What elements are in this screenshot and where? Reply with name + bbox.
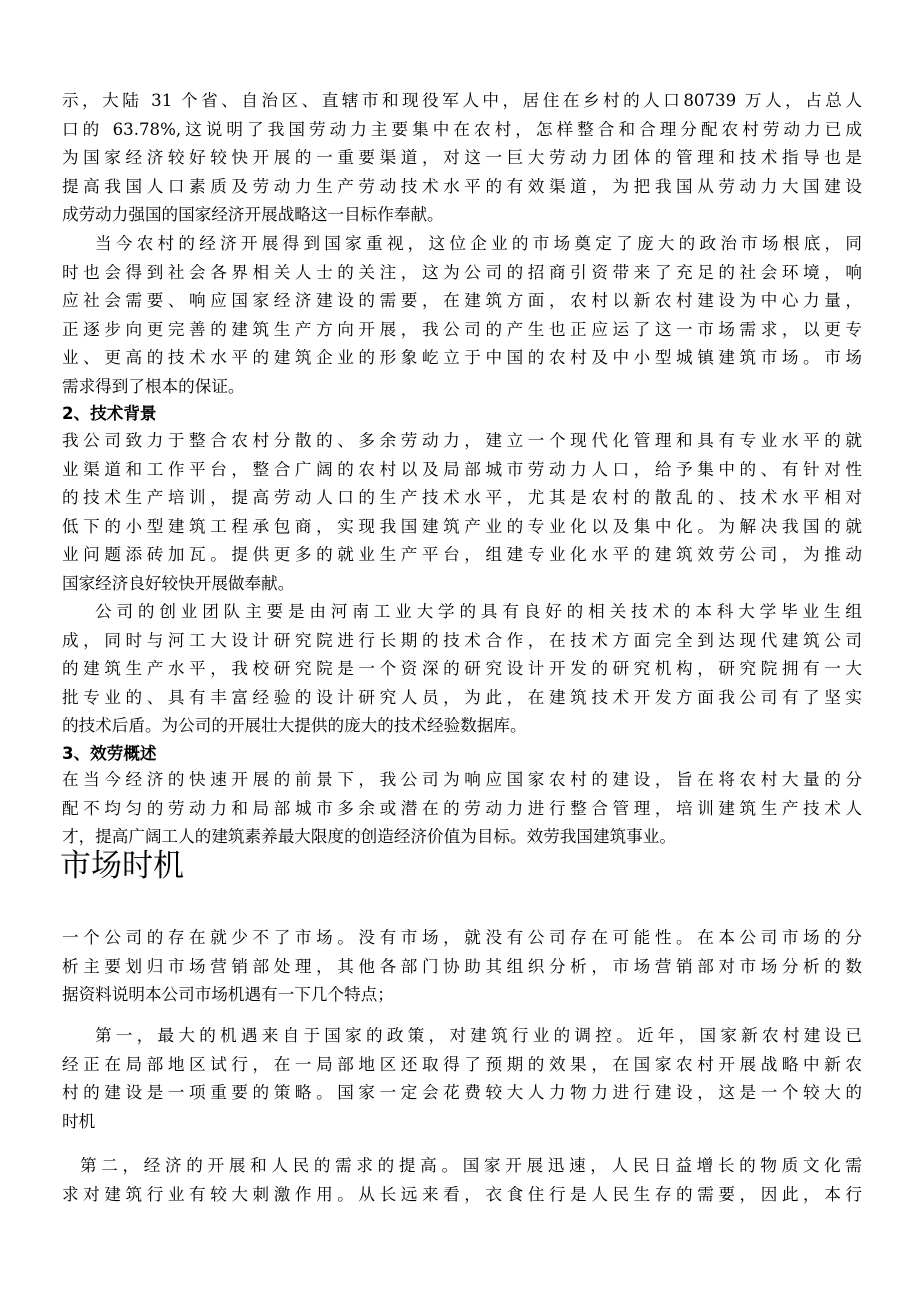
text-line: 一个公司的存在就少不了市场。没有市场，就没有公司存在可能性。在本公司市场的分 (62, 928, 862, 947)
text-line: 时机 (62, 1111, 96, 1131)
paragraph-market-intro (62, 924, 862, 1010)
paragraph-rural-economy (62, 230, 862, 402)
paragraph-team (62, 598, 862, 741)
text-line: 在当今经济的快速开展的前景下，我公司为响应国家农村的建设，旨在将农村大量的分 (62, 770, 862, 789)
text-line: 正逐步向更完善的建筑生产方向开展，我公司的产生也正应运了这一市场需求，以更专 (62, 319, 862, 339)
text-line: 需求得到了根本的保证。 (62, 376, 245, 396)
text-line: 时也会得到社会各界相关人士的关注，这为公司的招商引资带来了充足的社会环境，响 (62, 262, 862, 282)
text-line: 应社会需要、响应国家经济建设的需要，在建筑方面，农村以新农村建设为中心力量， (62, 291, 862, 311)
text-line: 国家经济良好较快开展做奉献。 (62, 573, 295, 593)
section-heading-service-overview: 3、效劳概述 (62, 744, 157, 763)
text-line: 析主要划归市场营销部处理，其他各部门协助其组织分析，市场营销部对市场分析的数 (62, 956, 862, 976)
text-line: 示，大陆 31 个省、自治区、直辖市和现役军人中，居住在乡村的人口80739 万人，占总人 (62, 91, 862, 110)
text-line: 成劳动力强国的国家经济开展战略这一目标作奉献。 (62, 205, 444, 225)
text-line: 才，提高广阔工人的建筑素养最大限度的创造经济价值为目标。效劳我国建筑事业。 (62, 827, 676, 847)
text-line: 村的建设是一项重要的策略。国家一定会花费较大人力物力进行建设，这是一个较大的 (62, 1083, 862, 1103)
text-line: 业渠道和工作平台，整合广阔的农村以及局部城市劳动力人口，给予集中的、有针对性 (62, 459, 862, 479)
paragraph-population (62, 87, 862, 230)
text-line: 配不均匀的劳动力和局部城市多余或潜在的劳动力进行整合管理，培训建筑生产技术人 (62, 798, 862, 818)
text-line: 成，同时与河工大设计研究院进行长期的技术合作，在技术方面完全到达现代建筑公司 (62, 630, 862, 650)
text-line: 为国家经济较好较快开展的一重要渠道，对这一巨大劳动力团体的管理和技术指导也是 (62, 148, 862, 168)
paragraph-service-overview (62, 766, 862, 852)
text-line: 低下的小型建筑工程承包商，实现我国建筑产业的专业化以及集中化。为解决我国的就 (62, 516, 862, 536)
text-line: 经正在局部地区试行，在一局部地区还取得了预期的效果，在国家农村开展战略中新农 (62, 1054, 862, 1074)
paragraph-tech-background (62, 427, 862, 599)
paragraph-opportunity-second (62, 1152, 862, 1209)
paragraph-opportunity-first (62, 1022, 862, 1136)
text-line: 业问题添砖加瓦。提供更多的就业生产平台，组建专业化水平的建筑效劳公司，为推动 (62, 545, 862, 565)
text-line: 口的 63.78%,这说明了我国劳动力主要集中在农村，怎样整合和合理分配农村劳动力已成 (62, 119, 862, 139)
text-line: 业、更高的技术水平的建筑企业的形象屹立于中国的农村及中小型城镇建筑市场。市场 (62, 348, 862, 368)
text-line: 的技术生产培训，提高劳动人口的生产技术水平，尤其是农村的散乱的、技术水平相对 (62, 488, 862, 508)
text-line: 当今农村的经济开展得到国家重视，这位企业的市场奠定了庞大的政治市场根底，同 (95, 234, 862, 253)
text-line: 的建筑生产水平，我校研究院是一个资深的研究设计开发的研究机构，研究院拥有一大 (62, 659, 862, 679)
section-heading-market-opportunity: 市场时机 (60, 848, 184, 884)
text-line: 公司的创业团队主要是由河南工业大学的具有良好的相关技术的本科大学毕业生组 (95, 602, 862, 621)
text-line: 我公司致力于整合农村分散的、多余劳动力，建立一个现代化管理和具有专业水平的就 (62, 431, 862, 450)
text-line: 据资料说明本公司市场机遇有一下几个特点； (62, 985, 394, 1005)
section-heading-tech-background: 2、技术背景 (62, 404, 157, 423)
text-line: 的技术后盾。为公司的开展壮大提供的庞大的技术经验数据库。 (62, 716, 527, 736)
text-line: 提高我国人口素质及劳动力生产劳动技术水平的有效渠道，为把我国从劳动力大国建设 (62, 176, 862, 196)
text-line: 求对建筑行业有较大刺激作用。从长远来看，衣食住行是人民生存的需要，因此，本行 (62, 1184, 862, 1204)
text-line: 第一，最大的机遇来自于国家的政策，对建筑行业的调控。近年，国家新农村建设已 (95, 1026, 862, 1045)
text-line: 第二，经济的开展和人民的需求的提高。国家开展迅速，人民日益增长的物质文化需 (80, 1156, 862, 1175)
text-line: 批专业的、具有丰富经验的设计研究人员，为此，在建筑技术开发方面我公司有了坚实 (62, 687, 862, 707)
